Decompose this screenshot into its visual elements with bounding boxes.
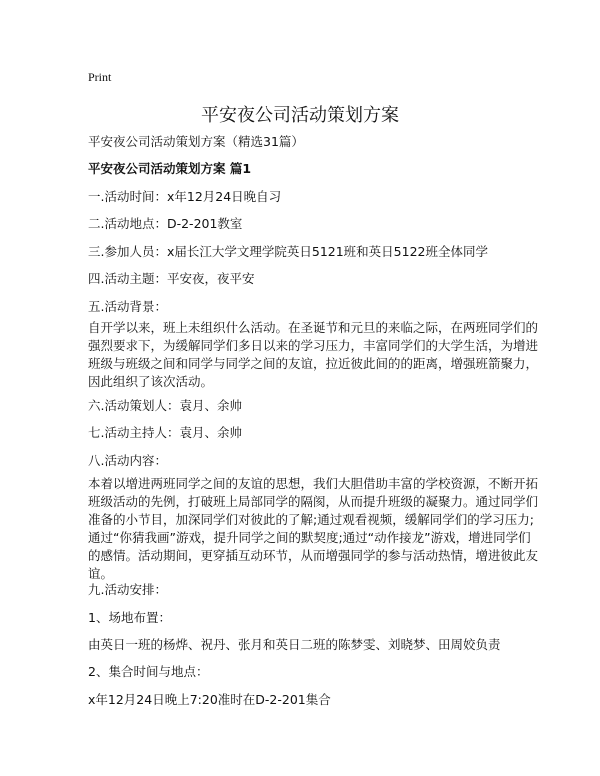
- venue-text: 由英日一班的杨烨、祝丹、张月和英日二班的陈梦雯、刘晓梦、田周姣负责: [88, 637, 501, 652]
- text-line: 强烈要求下，为缓解同学们多日以来的学习压力，丰富同学们的大学生活，为增进: [88, 338, 539, 353]
- background-paragraph: [88, 319, 538, 391]
- subtitle: 平安夜公司活动策划方案（精选31篇）: [88, 134, 304, 149]
- item-participants: 三.参加人员：x届长江大学文理学院英日5121班和英日5122班全体同学: [88, 244, 488, 259]
- gather-text: x年12月24日晚上7:20准时在D-2-201集合: [88, 692, 331, 707]
- item-place: 二.活动地点：D-2-201教室: [88, 216, 243, 231]
- text-line: 通过“你猜我画”游戏，提升同学之间的默契度;通过“动作接龙”游戏，增进同学们: [88, 530, 531, 545]
- text-line: 班级活动的先例，打破班上局部同学的隔阂，从而提升班级的凝聚力。通过同学们: [88, 494, 539, 509]
- section-heading: 平安夜公司活动策划方案 篇1: [88, 161, 252, 176]
- item-host: 七.活动主持人：袁月、余帅: [88, 425, 242, 440]
- text-line: 的感情。活动期间，更穿插互动环节，从而增强同学的参与活动热情，增进彼此友: [88, 548, 539, 563]
- text-line: 谊。: [88, 566, 114, 581]
- item-background-label: 五.活动背景：: [88, 299, 167, 314]
- item-theme: 四.活动主题：平安夜，夜平安: [88, 271, 255, 286]
- item-arrangement: 九.活动安排：: [88, 582, 167, 597]
- gather-label: 2、集合时间与地点：: [88, 664, 209, 679]
- venue-label: 1、场地布置：: [88, 610, 171, 625]
- text-line: 因此组织了该次活动。: [88, 374, 214, 389]
- item-planner: 六.活动策划人：袁月、余帅: [88, 398, 242, 413]
- page-title: 平安夜公司活动策划方案: [201, 105, 399, 126]
- item-time: 一.活动时间：x年12月24日晚自习: [88, 189, 282, 204]
- content-paragraph: [88, 475, 538, 583]
- text-line: 班级与班级之间和同学与同学之间的友谊，拉近彼此间的的距离，增强班箭聚力，: [88, 356, 539, 371]
- text-line: 准备的小节目，加深同学们对彼此的了解;通过观看视频，缓解同学们的学习压力;: [88, 512, 534, 527]
- text-line: 本着以增进两班同学之间的友谊的思想，我们大胆借助丰富的学校资源，不断开拓: [88, 476, 539, 491]
- print-link[interactable]: Print: [88, 70, 112, 84]
- item-content-label: 八.活动内容：: [88, 453, 167, 468]
- text-line: 自开学以来，班上未组织什么活动。在圣诞节和元旦的来临之际，在两班同学们的: [88, 320, 539, 335]
